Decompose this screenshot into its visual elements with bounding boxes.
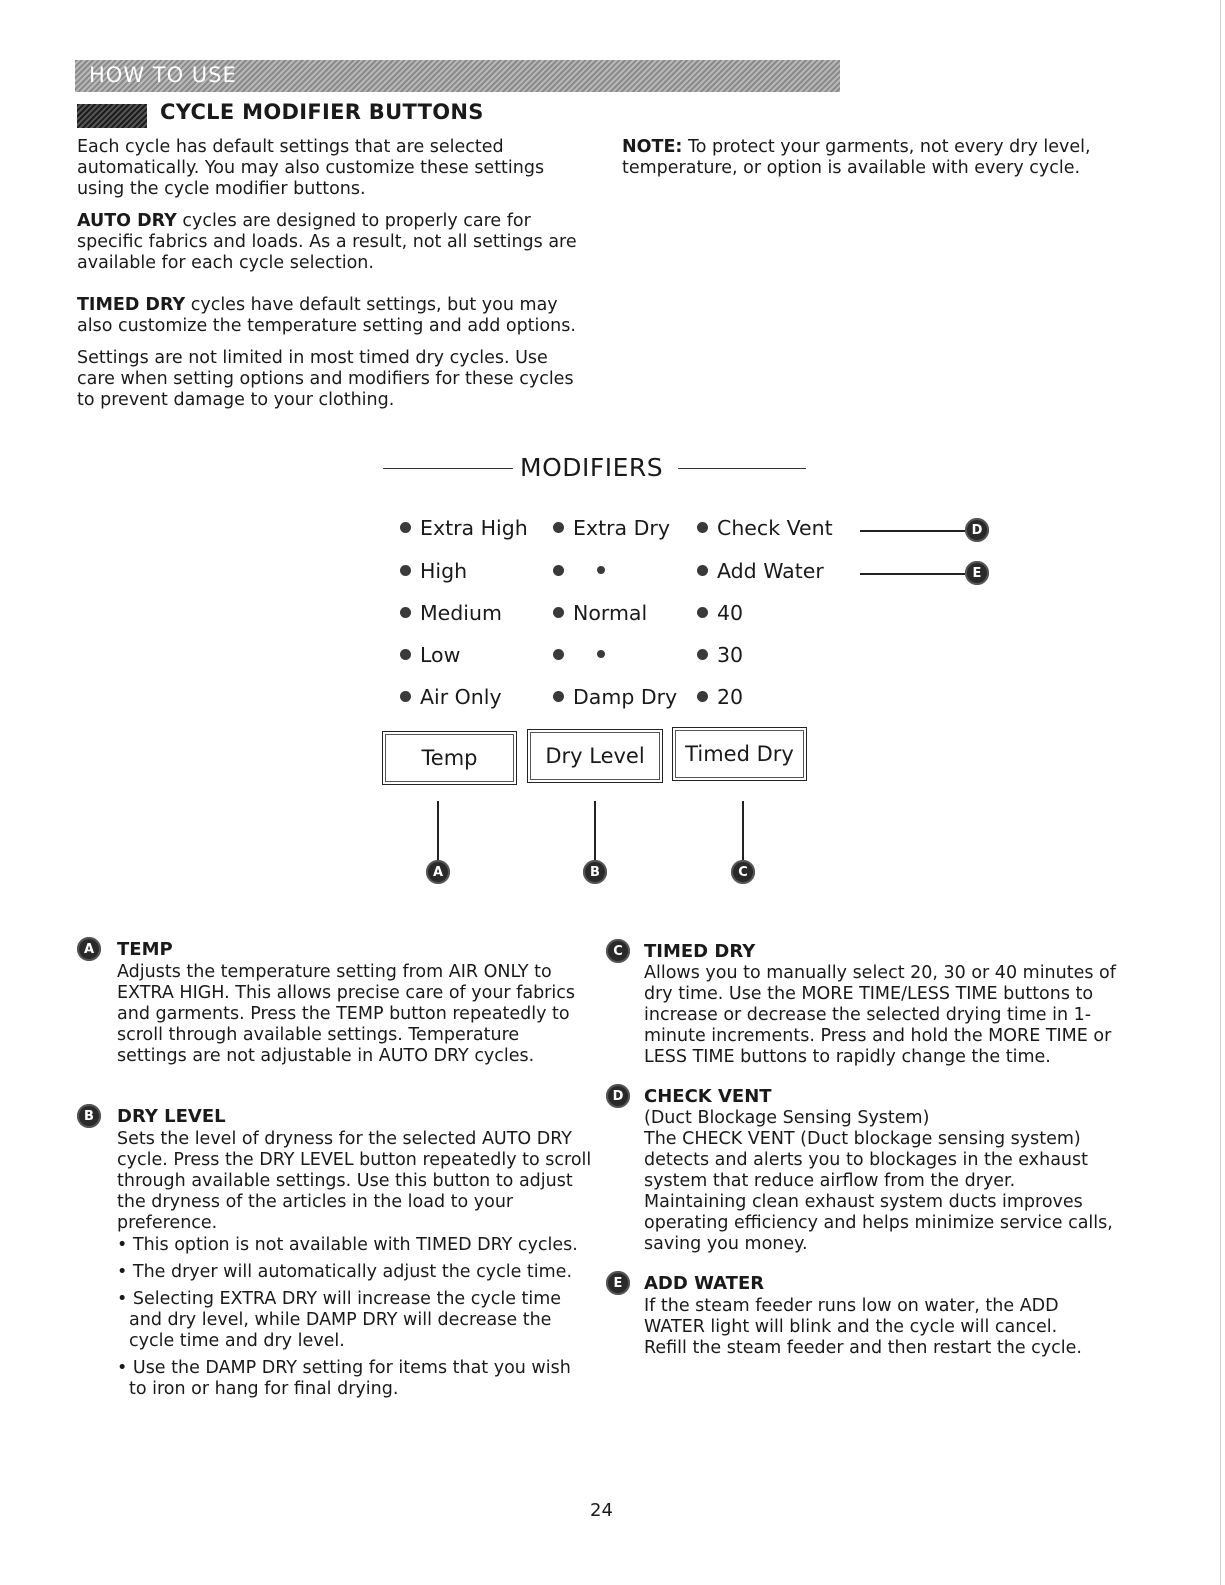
dry-level-bullet: • The dryer will automatically adjust the cycle time. [117, 1262, 573, 1282]
temp-description [117, 962, 587, 1067]
indicator-light [553, 691, 564, 702]
intro-paragraph-2-text: cycles are designed to properly care for specific fabrics and loads. As a result, not all settings are available for each cycle selection. [77, 211, 577, 273]
dry-option-normal [553, 601, 647, 625]
callout-badge-e: E [965, 561, 989, 585]
timed-dry-button-label: Timed Dry [685, 742, 794, 766]
dry-level-body: Sets the level of dryness for the selected AUTO DRY cycle. Press the DRY LEVEL button repeatedly to scroll through available settings. Use this button to adjust the dryness of the articles in the load to your preference. [117, 1129, 592, 1233]
note-paragraph [622, 137, 1102, 179]
option-label: Normal [573, 601, 648, 625]
indicator-add-water [697, 559, 824, 583]
dry-option-damp-dry [553, 685, 677, 709]
dry-level-bullet: • Use the DAMP DRY setting for items that you wish to iron or hang for final drying. [117, 1358, 571, 1399]
temp-body: Adjusts the temperature setting from AIR ONLY to EXTRA HIGH. This allows precise care of your fabrics and garments. Press the TEMP button repeatedly to scroll through available settings. Temperature settings are not adjustable in AUTO DRY cycles. [117, 962, 575, 1066]
indicator-light [400, 607, 411, 618]
option-label: 20 [717, 685, 744, 709]
intro-paragraph-2 [77, 211, 587, 274]
intro-paragraph-3 [77, 295, 587, 337]
option-label: Add Water [717, 559, 824, 583]
timed-dry-badge: C [606, 939, 630, 963]
callout-badge-d: D [965, 518, 989, 542]
temp-button[interactable] [382, 731, 517, 785]
timed-option-30 [697, 643, 743, 667]
timed-dry-button[interactable] [672, 727, 807, 781]
dry-option-intermediate-1 [553, 559, 614, 583]
timed-dry-description [644, 963, 1119, 1068]
dry-level-bullet: • This option is not available with TIMED DRY cycles. [117, 1235, 578, 1255]
heading-rule-right [678, 468, 806, 469]
check-vent-heading: CHECK VENT [644, 1086, 772, 1107]
page-title: CYCLE MODIFIER BUTTONS [160, 100, 484, 124]
timed-option-20 [697, 685, 743, 709]
note-text: To protect your garments, not every dry level, temperature, or option is available with every cycle. [622, 137, 1091, 178]
indicator-light [553, 522, 564, 533]
dry-option-extra-dry [553, 516, 670, 540]
temp-option-extra-high [400, 516, 528, 540]
heading-rule-left [383, 468, 513, 469]
indicator-light [697, 607, 708, 618]
intro-paragraph-1: Each cycle has default settings that are selected automatically. You may also customize these settings using the cycle modifier buttons. [77, 137, 545, 199]
temp-option-medium [400, 601, 502, 625]
section-marker [77, 104, 147, 128]
temp-option-air-only [400, 685, 502, 709]
option-label: Extra High [420, 516, 528, 540]
option-label: Damp Dry [573, 685, 678, 709]
intermediate-dot [597, 650, 605, 658]
add-water-heading: ADD WATER [644, 1273, 765, 1294]
intro-paragraph-3-text: cycles have default settings, but you may also customize the temperature setting and add options. [77, 295, 576, 336]
callout-line-e [860, 573, 965, 575]
note-label: NOTE: [622, 137, 683, 157]
indicator-light [697, 522, 708, 533]
add-water-description [644, 1296, 1104, 1359]
page-number: 24 [590, 1500, 613, 1521]
check-vent-description [644, 1108, 1114, 1255]
banner-title: HOW TO USE [89, 63, 237, 87]
timed-dry-body: Allows you to manually select 20, 30 or 40 minutes of dry time. Use the MORE TIME/LESS TIME buttons to increase or decrease the selected drying time in 1-minute increments. Press and hold the MORE TIME or LESS TIME buttons to rapidly change the time. [644, 963, 1116, 1067]
dry-level-button[interactable] [527, 729, 663, 783]
check-vent-body: The CHECK VENT (Duct blockage sensing system) detects and alerts you to blockages in the exhaust system that reduce airflow from the dryer. Maintaining clean exhaust system ducts improves operating efficiency and helps minimize service calls, saving you money. [644, 1129, 1113, 1254]
option-label: 30 [717, 643, 744, 667]
note-block [622, 137, 1102, 179]
intermediate-dot [597, 566, 605, 574]
timed-dry-term: TIMED DRY [77, 295, 186, 315]
modifiers-heading: MODIFIERS [520, 453, 664, 482]
temp-option-low [400, 643, 460, 667]
dry-option-intermediate-2 [553, 643, 614, 667]
timed-dry-heading: TIMED DRY [644, 941, 756, 962]
callout-badge-b: B [583, 860, 607, 884]
option-label: High [420, 559, 468, 583]
option-label: Medium [420, 601, 502, 625]
intro-column [77, 137, 587, 411]
indicator-light [400, 649, 411, 660]
temp-option-high [400, 559, 467, 583]
indicator-light [400, 522, 411, 533]
add-water-body: If the steam feeder runs low on water, the ADD WATER light will blink and the cycle will cancel. Refill the steam feeder and then restart the cycle. [644, 1296, 1082, 1358]
callout-line-b [594, 801, 596, 861]
option-label: 40 [717, 601, 744, 625]
indicator-light [697, 649, 708, 660]
indicator-light [553, 649, 564, 660]
timed-option-40 [697, 601, 743, 625]
callout-line-a [437, 801, 439, 861]
temp-badge: A [77, 937, 101, 961]
callout-line-d [860, 530, 965, 532]
option-label: Low [420, 643, 461, 667]
option-label: Check Vent [717, 516, 833, 540]
option-label: Extra Dry [573, 516, 670, 540]
dry-level-description [117, 1129, 592, 1400]
add-water-badge: E [606, 1271, 630, 1295]
indicator-light [400, 691, 411, 702]
auto-dry-term: AUTO DRY [77, 211, 177, 231]
option-label: Air Only [420, 685, 502, 709]
temp-button-label: Temp [421, 746, 478, 770]
section-banner [75, 60, 840, 92]
indicator-check-vent [697, 516, 833, 540]
intro-paragraph-4: Settings are not limited in most timed dry cycles. Use care when setting options and modifiers for these cycles to prevent damage to your clothing. [77, 348, 574, 410]
check-vent-badge: D [606, 1084, 630, 1108]
dry-level-button-label: Dry Level [545, 744, 645, 768]
dry-level-heading: DRY LEVEL [117, 1106, 226, 1127]
indicator-light [697, 691, 708, 702]
callout-badge-c: C [731, 860, 755, 884]
indicator-light [697, 565, 708, 576]
dry-level-badge: B [77, 1104, 101, 1128]
callout-badge-a: A [426, 860, 450, 884]
check-vent-subtitle: (Duct Blockage Sensing System) [644, 1108, 930, 1128]
indicator-light [553, 565, 564, 576]
dry-level-bullet: • Selecting EXTRA DRY will increase the cycle time and dry level, while DAMP DRY will decrease the cycle time and dry level. [117, 1289, 562, 1351]
callout-line-c [742, 801, 744, 861]
indicator-light [400, 565, 411, 576]
scan-edge [1220, 0, 1221, 1585]
indicator-light [553, 607, 564, 618]
temp-heading: TEMP [117, 939, 173, 960]
